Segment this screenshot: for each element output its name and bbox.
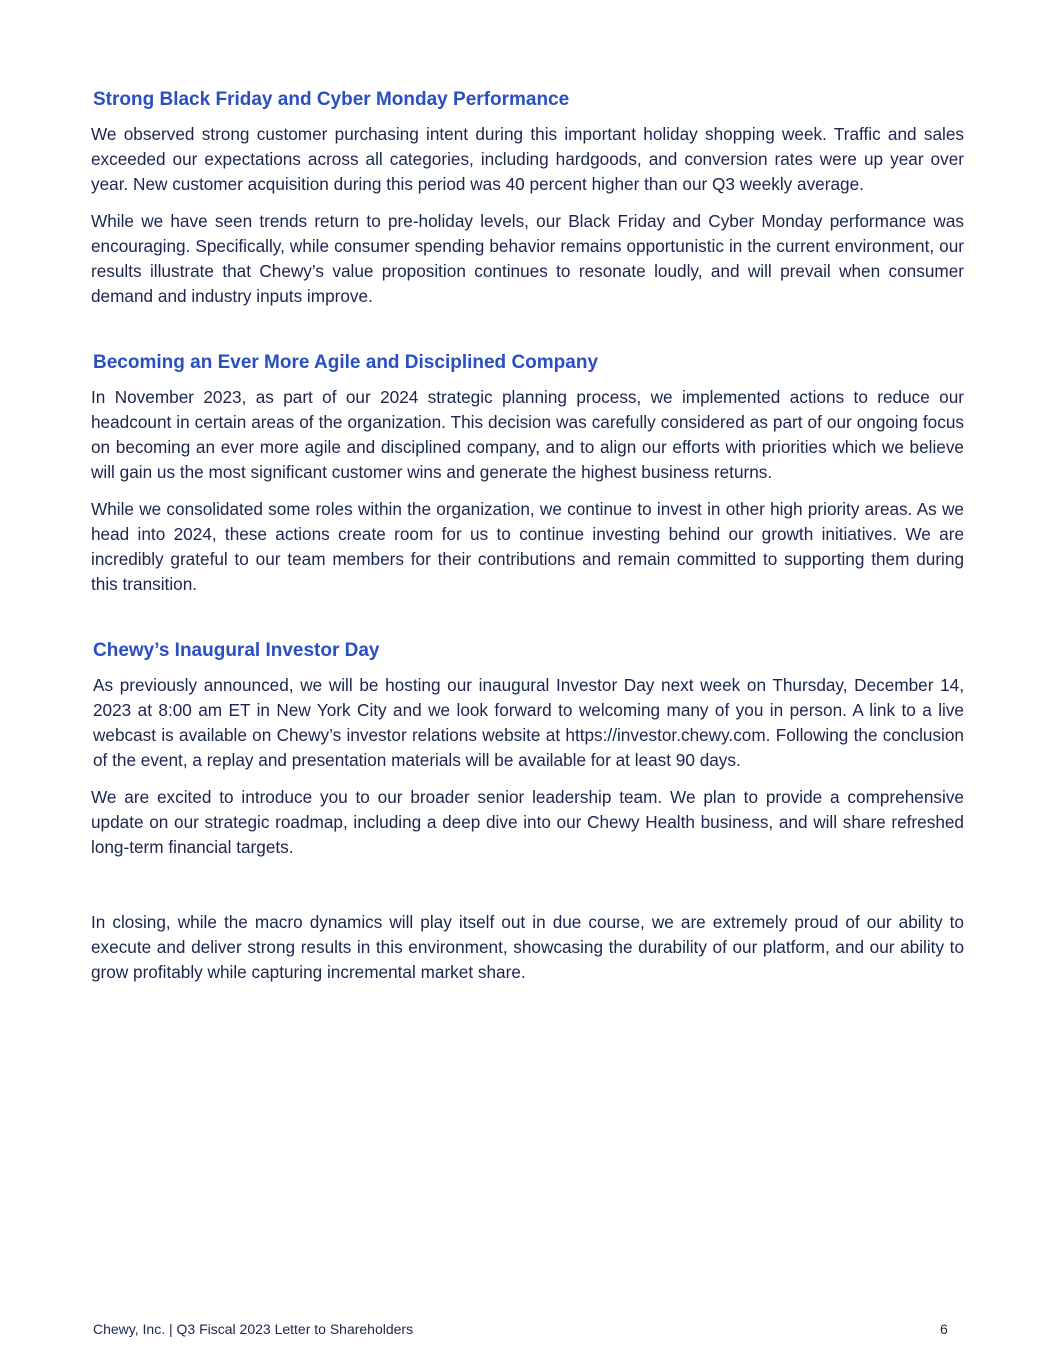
section-investor-day [91, 637, 964, 860]
section-title: Strong Black Friday and Cyber Monday Performance [93, 89, 570, 110]
paragraph: We are excited to introduce you to our broader senior leadership team. We plan to provide a comprehensive update on our strategic roadmap, including a deep dive into our Chewy Health business, and will share refreshed long-term financial targets. [91, 787, 964, 857]
paragraph: While we have seen trends return to pre-holiday levels, our Black Friday and Cyber Monday performance was encouraging. Specifically, while consumer spending behavior remains opportunistic in the current environment, our results illustrate that Chewy’s value proposition continues to resonate loudly, and will prevail when consumer demand and industry inputs improve. [91, 211, 964, 306]
section-black-friday [91, 86, 964, 309]
section-spacer [91, 872, 964, 910]
paragraph: As previously announced, we will be hosting our inaugural Investor Day next week on Thursday, December 14, 2023 at 8:00 am ET in New York City and we look forward to welcoming many of you in person. A link to a live webcast is available on Chewy’s investor relations website at https://investor.chewy.com. Following the conclusion of the event, a replay and presentation materials will be available for at least 90 days. [93, 675, 964, 770]
paragraph: In November 2023, as part of our 2024 strategic planning process, we implemented actions to reduce our headcount in certain areas of the organization. This decision was carefully considered as part of our ongoing focus on becoming an ever more agile and disciplined company, and to align our efforts with priorities which we believe will gain us the most significant customer wins and generate the highest business returns. [91, 387, 964, 482]
paragraph: While we consolidated some roles within the organization, we continue to invest in other high priority areas. As we head into 2024, these actions create room for us to continue investing behind our growth initiatives. We are incredibly grateful to our team members for their contributions and remain committed to supporting them during this transition. [91, 499, 964, 594]
section-spacer [91, 609, 964, 637]
paragraph: We observed strong customer purchasing intent during this important holiday shopping week. Traffic and sales exceeded our expectations across all categories, including hardgoods, and conversion rates were up year over year. New customer acquisition during this period was 40 percent higher than our Q3 weekly average. [91, 124, 964, 194]
section-agile-company [91, 349, 964, 597]
closing-paragraph: In closing, while the macro dynamics will play itself out in due course, we are extremely proud of our ability to execute and deliver strong results in this environment, showcasing the durability of our platform, and our ability to grow profitably while capturing incremental market share. [91, 912, 964, 982]
section-title: Becoming an Ever More Agile and Disciplined Company [93, 352, 599, 373]
page-number: 6 [940, 1321, 948, 1337]
letter-body [91, 86, 964, 997]
section-title: Chewy’s Inaugural Investor Day [93, 640, 380, 661]
section-spacer [91, 321, 964, 349]
footer-title: Chewy, Inc. | Q3 Fiscal 2023 Letter to Shareholders [93, 1321, 414, 1337]
